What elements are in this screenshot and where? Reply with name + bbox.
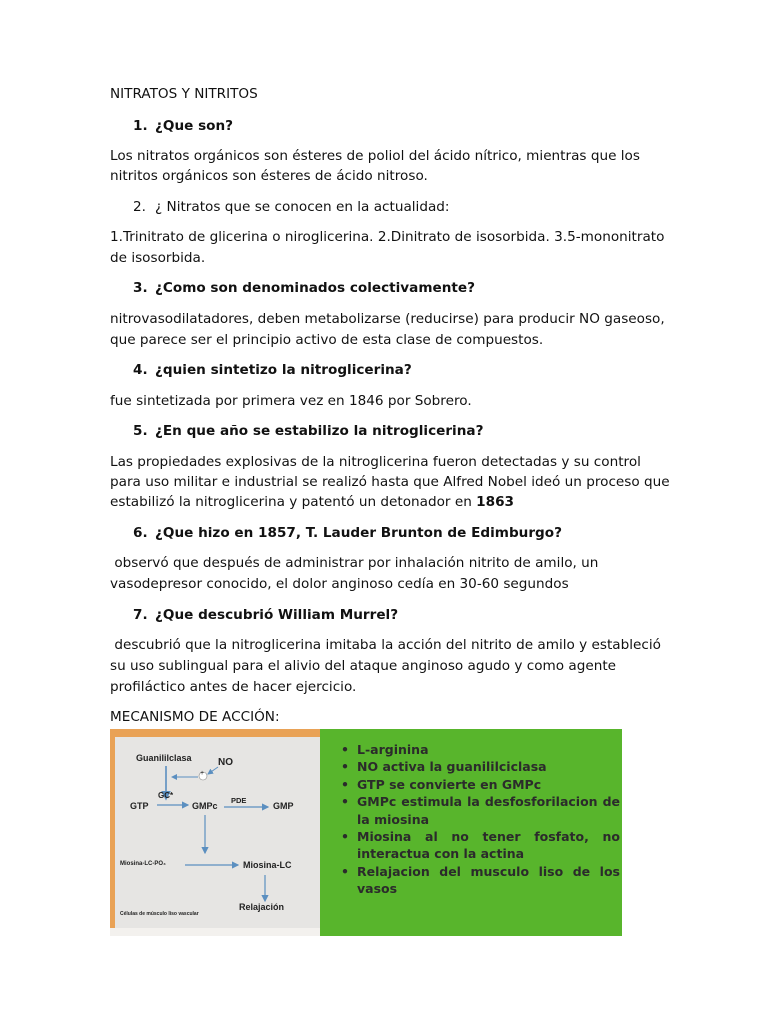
label-gtp: GTP	[130, 801, 149, 811]
bullet-item: • GTP se convierte en GMPc	[341, 776, 542, 792]
answer-6-line-1: observó que después de administrar por inhalación nitrito de amilo, un	[110, 555, 599, 571]
mechanism-bullet-list	[338, 741, 620, 898]
bullet-dot-icon: •	[341, 759, 349, 775]
bullet-dot-icon: •	[341, 742, 349, 757]
bullet-item: • Miosina al no tener fosfato, no interactua con la actina	[341, 829, 620, 862]
answer-5-line-1: Las propiedades explosivas de la nitroglicerina fueron detectadas y su control	[110, 454, 641, 470]
question-3	[133, 278, 475, 298]
question-number: 6.	[133, 525, 148, 541]
mechanism-diagram	[110, 729, 320, 930]
label-miosina-lc-po4: Miosina-LC-PO₄	[120, 861, 166, 867]
bullet-item: • NO activa la guanililciclasa	[341, 759, 547, 775]
answer-5-line-3	[110, 492, 514, 513]
question-4	[133, 360, 412, 380]
bullet-dot-icon: •	[341, 794, 349, 810]
question-text: ¿ Nitratos que se conocen en la actualidad:	[155, 199, 450, 215]
question-1	[133, 116, 233, 136]
bullet-dot-icon: •	[341, 829, 349, 845]
arrow-no-to-plus	[208, 767, 218, 774]
label-gmpc: GMPc	[192, 801, 218, 811]
mechanism-heading: MECANISMO DE ACCIÓN:	[110, 709, 280, 725]
question-number: 7.	[133, 607, 148, 623]
bullet-dot-icon: •	[341, 776, 349, 792]
question-text: ¿Que hizo en 1857, T. Lauder Brunton de Edimburgo?	[155, 525, 563, 541]
answer-2-line-2: de isosorbida.	[110, 250, 206, 266]
answer-5-line-2: para uso militar e industrial se realizó hasta que Alfred Nobel ideó un proceso que	[110, 474, 670, 490]
label-miosina-lc: Miosina-LC	[243, 860, 292, 870]
diagram-caption: Células de músculo liso vascular	[120, 911, 199, 917]
label-no: NO	[218, 757, 233, 768]
answer-2-line-1: 1.Trinitrato de glicerina o niroglicerina. 2.Dinitrato de isosorbida. 3.5-mononitrato	[110, 229, 665, 245]
bullet-item: • Relajacion del musculo liso de los vasos	[341, 863, 620, 897]
question-number: 5.	[133, 423, 148, 439]
question-number: 3.	[133, 280, 148, 296]
answer-3-line-2: que parece ser el principio activo de esta clase de compuestos.	[110, 332, 544, 348]
answer-7-line-1: descubrió que la nitroglicerina imitaba la acción del nitrito de amilo y estableció	[110, 637, 661, 653]
answer-1-line-1: Los nitratos orgánicos son ésteres de poliol del ácido nítrico, mientras que los	[110, 148, 640, 164]
answer-1-line-2: nitritos orgánicos son ésteres de ácido nitroso.	[110, 168, 428, 184]
answer-7-line-2: su uso sublingual para el alivio del ataque anginoso agudo y como agente	[110, 658, 617, 674]
label-gc: GC*	[158, 791, 174, 800]
answer-6-line-2: vasodepresor conocido, el dolor anginoso cedía en 30-60 segundos	[110, 576, 569, 592]
question-6	[133, 523, 562, 543]
label-pde: PDE	[231, 796, 247, 805]
question-text: ¿Que son?	[155, 118, 234, 134]
label-relajacion: Relajación	[239, 902, 285, 912]
answer-7-line-3: profiláctico antes de hacer ejercicio.	[110, 679, 357, 695]
question-text: ¿quien sintetizo la nitroglicerina?	[155, 362, 412, 378]
year-emphasis: 1863	[476, 494, 514, 510]
question-text: ¿Que descubrió William Murrel?	[155, 607, 399, 623]
answer-3-line-1: nitrovasodilatadores, deben metabolizarse (reducirse) para producir NO gaseoso,	[110, 311, 665, 327]
question-7	[133, 605, 398, 625]
question-number: 4.	[133, 362, 148, 378]
answer-text: estabilizó la nitroglicerina y patentó un detonador en	[110, 494, 477, 510]
question-text: ¿En que año se estabilizo la nitroglicerina?	[155, 423, 484, 439]
question-2	[133, 197, 450, 217]
label-guanililclasa: Guanililclasa	[136, 753, 192, 763]
question-number: 2.	[133, 199, 146, 215]
question-5	[133, 421, 483, 441]
mechanism-figure	[110, 729, 622, 936]
bullet-item: • GMPc estimula la desfosforilacion de la miosina	[341, 794, 620, 827]
document-title: NITRATOS Y NITRITOS	[110, 86, 258, 102]
answer-4-line-1: fue sintetizada por primera vez en 1846 por Sobrero.	[110, 393, 472, 409]
question-number: 1.	[133, 118, 148, 134]
bullet-dot-icon: •	[341, 863, 349, 879]
label-plus: +	[200, 770, 205, 777]
label-gmp: GMP	[273, 801, 294, 811]
bullet-item: • L-arginina	[341, 742, 429, 757]
question-text: ¿Como son denominados colectivamente?	[155, 280, 476, 296]
